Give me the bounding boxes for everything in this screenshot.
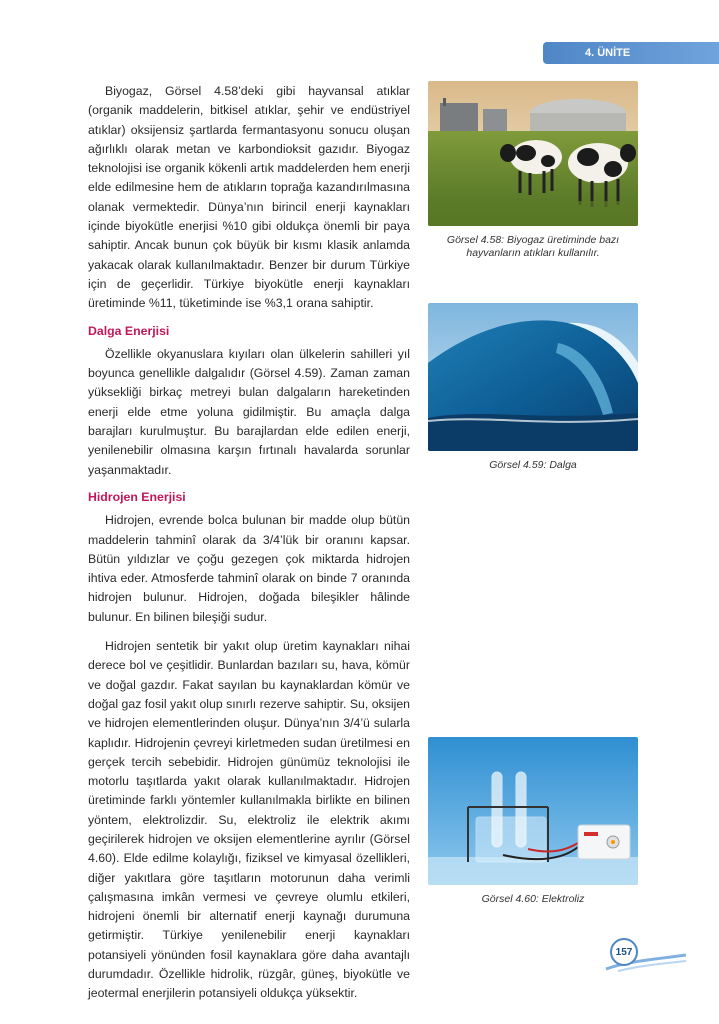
wave-paragraph: Özellikle okyanuslara kıyıları olan ülkelerin sahilleri yıl boyunca genellikle dalgalıdır (Görsel 4.59). Zaman zaman yüksekliği birkaç metreyi bulan dalgaların hareketinden enerji elde etme yoluna gidilmiştir. Bu amaçla dalga barajları kurulmuştur. Bu barajlardan elde edilen enerji, yenilenebilir olmasına karşın fırtınalı havalarda sorunlar yaşanmaktadır. [88, 346, 410, 477]
figure-4-58-caption: Görsel 4.58: Biyogaz üretiminde bazı hayvanların atıkları kullanılır. [446, 234, 620, 259]
wave-energy-heading: Dalga Enerjisi [88, 323, 170, 338]
intro-paragraph: Biyogaz, Görsel 4.58’deki gibi hayvansal atıklar (organik maddelerin, bitkisel atıklar, şehir ve endüstriyel atıklar) oksijensiz şartlarda fermantasyonu sonucu oluşan ağırlıklı olarak metan ve karbondioksit gazıdır. Biyogaz teknolojisi ise organik kökenli artık maddelerden hem enerji elde edilmesine hem de atıkların toprağa kazandırılmasına olanak vermektedir. Dünya’nın birincil enerji kaynakları içinde biyokütle enerjisi %10 gibi oldukça önemli bir paya sahiptir. Ancak bunun çok büyük bir kısmı klasik anlamda yakacak olarak kullanılmaktadır. Benzer bir durum Türkiye için de geçerlidir. Türkiye biyokütle enerji kaynakları üretiminde %11, tüketiminde ise %3,1 orana sahiptir. [88, 84, 410, 311]
electrolysis-apparatus-photo [428, 737, 638, 885]
hydrogen-paragraph-2: Hidrojen sentetik bir yakıt olup üretim kaynakları nihai derece bol ve çeşitlidir. Bunlardan bazıları su, hava, kömür ve doğal gazdır. Fakat sayılan bu kaynaklardan kömür ve doğal gaz fosil yakıt olup sınırlı rezerve sahiptir. Su, oksijen ve hidrojen elementlerinden oluşur. Dünya’nın 3/4’ü sularla kaplıdır. Hidrojenin çevreyi kirletmeden sudan üretilmesi en gerçek tercih sebebidir. Hidrojen günümüz teknolojisi ile motorlu taşıtlarda yakıt olarak kullanılmaktadır. Hidrojen üretiminde farklı yöntemler kullanılmakla birlikte en bilinen yöntem, elektrolizdir. Su, elektroliz ile elektrik akımı geçirilerek hidrojen ve oksijen elementlerine ayrılır (Görsel 4.60). Elde edilme kolaylığı, fiziksel ve kimyasal özellikleri, diğer yakıtlara göre taşıtların motorunun daha verimli çalışmasına imkân vermesi ve çevreye olumlu etkileri, hidrojeni önemli bir alternatif enerji kaynağı durumuna getirmiştir. Türkiye yenilenebilir enerji kaynakları potansiyeli yönünden fosil kaynaklara göre daha avantajlı durumdadır. Özellikle hidrolik, rüzgâr, güneş, biyokütle ve jeotermal enerjilerin potansiyeli oldukça yüksektir. [88, 639, 410, 1001]
biogas-cows-photo [428, 81, 638, 226]
figure-4-59-caption: Görsel 4.59: Dalga [489, 459, 577, 471]
page-number-badge [598, 935, 688, 975]
ocean-wave-photo [428, 303, 638, 451]
figure-4-60-caption: Görsel 4.60: Elektroliz [481, 893, 585, 905]
unit-tab [543, 42, 719, 64]
unit-label: 4. ÜNİTE [585, 47, 631, 59]
main-text-column [88, 82, 410, 1004]
hydrogen-paragraph-1: Hidrojen, evrende bolca bulunan bir madde olup bütün maddelerin tahminî olarak da 3/4’lük bir oranını kapsar. Bütün yıldızlar ve çoğu gezegen çok miktarda hidrojen ihtiva eder. Atmosferde tahminî olarak on binde 7 oranında hidrojen bulunur. Hidrojen, doğada bileşikler hâlinde bulunur. En bilinen bileşiği sudur. [88, 513, 410, 624]
hydrogen-energy-heading: Hidrojen Enerjisi [88, 489, 186, 504]
page-number: 157 [610, 938, 638, 966]
